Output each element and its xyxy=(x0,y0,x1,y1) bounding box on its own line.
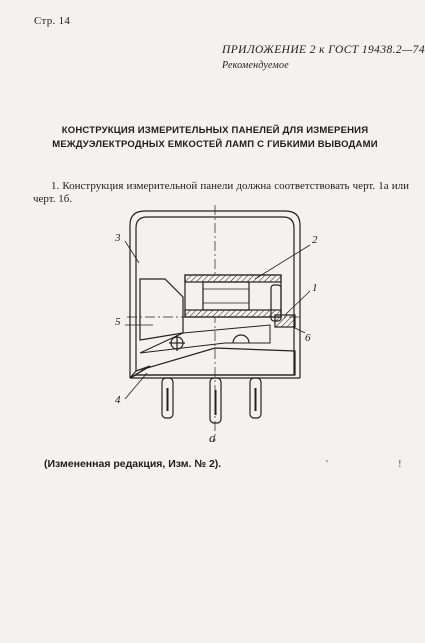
label-6: 6 xyxy=(305,332,311,344)
label-3: 3 xyxy=(115,232,121,244)
measuring-panel-drawing xyxy=(105,203,330,445)
label-4: 4 xyxy=(115,394,121,406)
document-title xyxy=(30,124,400,152)
page-number: Стр. 14 xyxy=(34,15,71,27)
title-line-2: МЕЖДУЭЛЕКТРОДНЫХ ЕМКОСТЕЙ ЛАМП С ГИБКИМИ ВЫВОДАМИ xyxy=(52,139,378,150)
figure-caption: а xyxy=(209,430,216,445)
revision-note: (Измененная редакция, Изм. № 2). xyxy=(44,458,222,470)
label-1: 1 xyxy=(312,282,318,294)
margin-mark-1: ' xyxy=(326,458,328,470)
annex-status: Рекомендуемое xyxy=(222,60,289,71)
label-2: 2 xyxy=(312,234,318,246)
label-5: 5 xyxy=(115,316,121,328)
base-plate xyxy=(130,348,295,378)
clamp-body xyxy=(140,279,183,340)
title-line-1: КОНСТРУКЦИЯ ИЗМЕРИТЕЛЬНЫХ ПАНЕЛЕЙ ДЛЯ ИЗМЕРЕНИЯ xyxy=(61,125,369,136)
margin-mark-2: ! xyxy=(398,458,402,470)
pins xyxy=(162,378,261,423)
paragraph-1: 1. Конструкция измерительной панели должна соответствовать черт. 1а или черт. 1б. xyxy=(33,180,409,205)
annex-reference: ПРИЛОЖЕНИЕ 2 к ГОСТ 19438.2—74 xyxy=(222,44,425,56)
contact-pad xyxy=(275,315,295,327)
